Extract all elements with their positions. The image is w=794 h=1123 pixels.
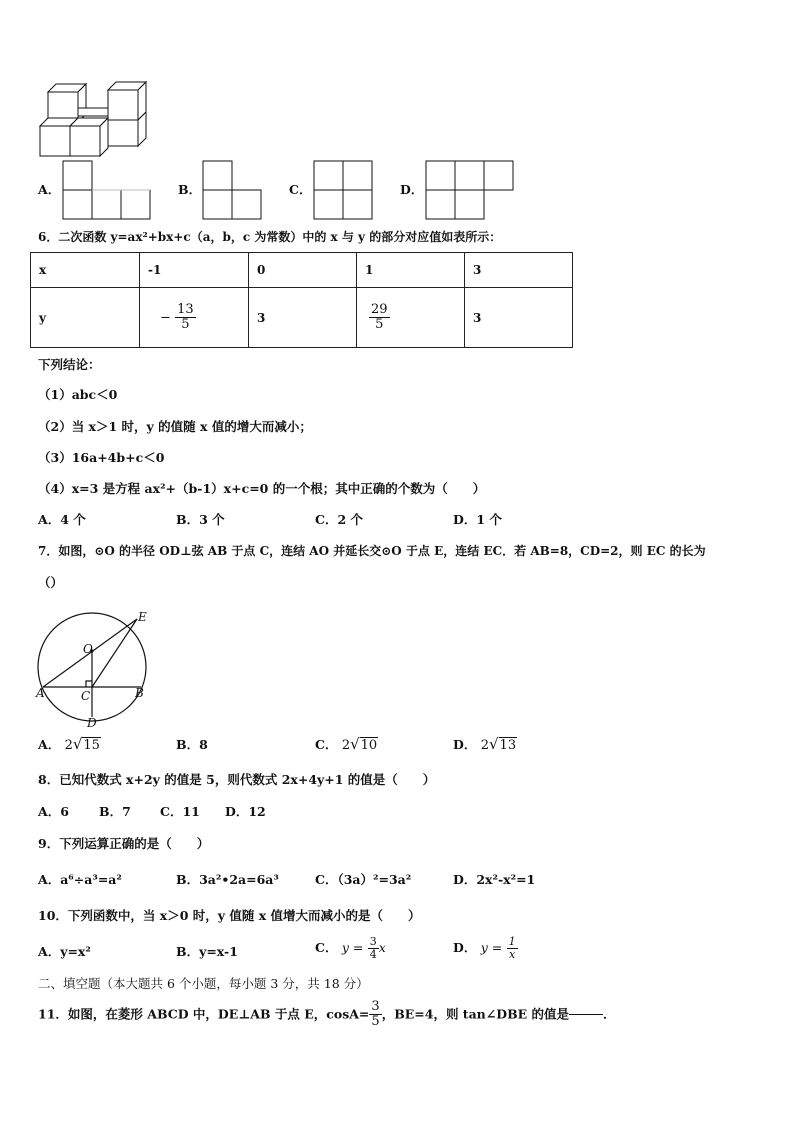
q10-option-a: A．y=x² bbox=[38, 944, 91, 959]
q6-conclusion-2: （2）当 x＞1 时，y 的值随 x 值的增大而减小； bbox=[38, 419, 312, 434]
table-cell-fraction: − $\frac{13}{5}$ bbox=[140, 288, 249, 348]
q6-option-b: B．3 个 bbox=[176, 512, 225, 527]
q6-stem: 6．二次函数 y=ax²+bx+c（a，b，c 为常数）中的 x 与 y 的部分对应值如表所示： bbox=[38, 230, 502, 244]
section-title-fill-in: 二、填空题（本大题共 6 个小题，每小题 3 分，共 18 分） bbox=[38, 976, 369, 991]
q10-option-d: D． y = $\frac{1}{x}$ bbox=[453, 935, 516, 962]
q10-stem: 10．下列函数中，当 x＞0 时，y 值随 x 值增大而减小的是（ ） bbox=[38, 908, 421, 923]
q9-option-c: C．（3a）²=3a² bbox=[315, 872, 412, 887]
fraction: $\frac{1}{x}$ bbox=[508, 935, 516, 962]
fraction: $\frac{13}{5}$ bbox=[177, 301, 194, 332]
q8-stem: 8．已知代数式 x+2y 的值是 5，则代数式 2x+4y+1 的值是（ ） bbox=[38, 772, 436, 787]
q6-option-a: A．4 个 bbox=[38, 512, 86, 527]
label-o: O bbox=[83, 642, 93, 656]
sqrt-expression: 2 √ 15 bbox=[64, 735, 100, 753]
table-cell: 0 bbox=[249, 253, 357, 288]
q9-option-a: A．a⁶÷a³=a² bbox=[38, 872, 122, 887]
q7-option-c: C． 2 √ 10 bbox=[315, 735, 378, 753]
table-cell: 1 bbox=[356, 253, 464, 288]
table-cell: 3 bbox=[464, 253, 572, 288]
q7-option-a: A． 2 √ 15 bbox=[38, 735, 100, 753]
q5-option-a-view bbox=[62, 160, 154, 220]
q5-option-d-label: D． bbox=[400, 182, 424, 197]
sqrt-expression: 2 √ 13 bbox=[480, 735, 517, 753]
q9-option-d: D．2x²-x²=1 bbox=[453, 872, 536, 887]
table-cell: 3 bbox=[249, 288, 357, 348]
q5-option-c-view bbox=[313, 160, 375, 220]
table-cell-fraction bbox=[356, 288, 464, 348]
label-e: E bbox=[138, 610, 147, 624]
q5-option-c-label: C． bbox=[289, 182, 312, 197]
label-c: C bbox=[81, 689, 91, 703]
label-d: D bbox=[87, 716, 97, 730]
sqrt-expression: 2 √ 10 bbox=[341, 735, 378, 753]
label-a: A bbox=[36, 686, 45, 700]
q10-option-c: C． y = $\frac{3}{4}$ x bbox=[315, 935, 386, 962]
table-cell: 3 bbox=[464, 288, 572, 348]
q8-option-c: C．11 bbox=[160, 804, 200, 819]
q6-option-c: C．2 个 bbox=[315, 512, 363, 527]
q5-option-d-view bbox=[425, 160, 517, 220]
q6-conclusion-3: （3）16a+4b+c＜0 bbox=[38, 450, 165, 465]
q11-stem: 11．如图，在菱形 ABCD 中，DE⊥AB 于点 E，cosA= $\frac{3}{5}$ ，BE=4，则 tan∠DBE 的值是 ． bbox=[38, 999, 616, 1030]
q6-conclusion-1: （1）abc＜0 bbox=[38, 387, 118, 402]
q5-option-b-view bbox=[202, 160, 264, 220]
fraction: $\frac{3}{5}$ bbox=[371, 999, 380, 1030]
table-cell: -1 bbox=[140, 253, 249, 288]
fraction: $\frac{29}{5}$ bbox=[370, 301, 388, 332]
cube-stack-figure bbox=[38, 80, 148, 158]
circle-geometry-figure bbox=[34, 605, 164, 730]
q9-option-b: B．3a²•2a=6a³ bbox=[176, 872, 279, 887]
q6-value-table bbox=[30, 252, 573, 348]
q7-stem-line2: （） bbox=[38, 575, 64, 590]
answer-blank[interactable] bbox=[569, 1014, 603, 1015]
q10-option-b: B．y=x-1 bbox=[176, 944, 238, 959]
q6-conclusion-4: （4）x=3 是方程 ax²+（b-1）x+c=0 的一个根；其中正确的个数为（ ） bbox=[38, 481, 486, 496]
q7-option-b: B．8 bbox=[176, 737, 208, 752]
q5-option-b-label: B． bbox=[178, 182, 202, 197]
q8-option-b: B．7 bbox=[99, 804, 131, 819]
q8-option-a: A．6 bbox=[38, 804, 69, 819]
table-header-y: y bbox=[31, 288, 140, 348]
fraction: $\frac{3}{4}$ bbox=[369, 935, 377, 962]
q5-option-a-label: A． bbox=[38, 182, 61, 197]
label-b: B bbox=[135, 686, 144, 700]
q6-option-d: D．1 个 bbox=[453, 512, 502, 527]
q7-stem-line1: 7．如图，⊙O 的半径 OD⊥弦 AB 于点 C，连结 AO 并延长交⊙O 于点 E，连结 EC．若 AB=8，CD=2，则 EC 的长为 bbox=[38, 544, 706, 558]
q8-option-d: D．12 bbox=[225, 804, 266, 819]
q6-intro: 下列结论： bbox=[38, 357, 101, 372]
q7-option-d: D． 2 √ 13 bbox=[453, 735, 517, 753]
q9-stem: 9．下列运算正确的是（ ） bbox=[38, 836, 210, 851]
table-row-x bbox=[31, 253, 573, 288]
table-header-x: x bbox=[31, 253, 140, 288]
table-row-y bbox=[31, 288, 573, 348]
